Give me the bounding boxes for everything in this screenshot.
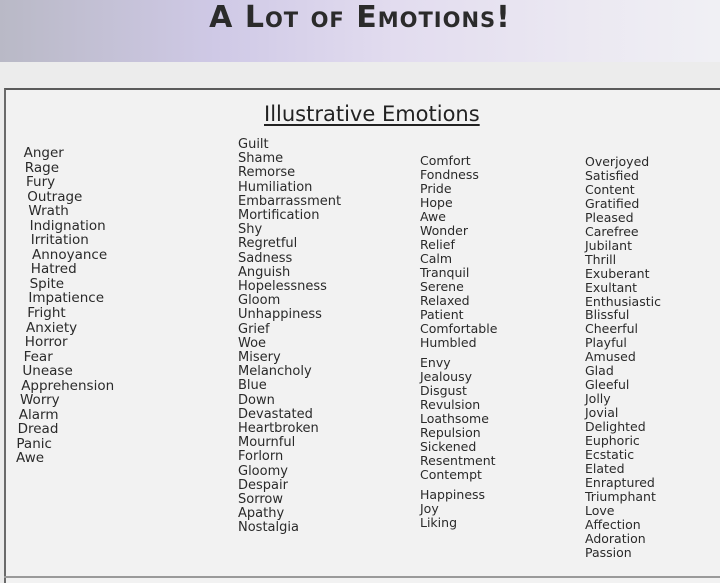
emotion-item: Unease (22, 363, 73, 380)
emotion-item: Exultant (585, 279, 638, 295)
emotion-item: Elated (585, 460, 625, 476)
emotion-item: Exuberant (585, 265, 650, 281)
emotion-item: Jovial (585, 405, 619, 421)
emotion-item: Affection (585, 516, 641, 532)
emotion-item: Fear (23, 348, 53, 365)
emotion-item: Awe (420, 209, 446, 224)
emotion-item: Outrage (27, 188, 83, 205)
emotion-item: Humbled (420, 335, 477, 350)
emotion-item: Loathsome (420, 411, 489, 426)
emotion-item: Gloomy (238, 463, 288, 479)
emotion-item: Wrath (28, 203, 69, 220)
emotion-item: Spite (29, 275, 65, 292)
emotion-item: Anxiety (26, 319, 78, 336)
emotion-item: Remorse (238, 165, 296, 181)
emotion-item: Delighted (585, 419, 646, 435)
emotion-item: Enraptured (585, 474, 655, 490)
emotion-item: Anger (23, 145, 64, 161)
emotion-item: Panic (16, 435, 52, 452)
emotion-item: Wonder (420, 223, 468, 238)
emotion-column-1 (16, 146, 114, 466)
emotion-item: Pleased (585, 209, 634, 225)
emotion-column-2 (238, 138, 341, 536)
emotion-item: Gratified (585, 195, 640, 211)
emotion-item: Mournful (238, 435, 296, 451)
emotion-item: Content (585, 181, 635, 197)
emotion-item: Indignation (29, 217, 106, 234)
emotion-item: Triumphant (585, 488, 656, 504)
emotion-item: Jolly (585, 391, 611, 407)
emotion-item: Gloom (238, 293, 281, 309)
emotion-item: Joy (420, 501, 439, 516)
emotion-item: Satisfied (585, 167, 639, 183)
emotion-item: Fury (26, 174, 56, 191)
emotion-item: Hope (420, 195, 453, 210)
emotion-item: Patient (420, 307, 464, 322)
emotion-item: Apathy (238, 506, 285, 522)
emotion-item: Sorrow (238, 492, 283, 508)
emotion-item: Relief (420, 237, 455, 252)
emotion-item: Horror (24, 334, 68, 351)
emotion-item: Liking (420, 515, 458, 530)
emotion-item: Despair (238, 477, 288, 493)
emotion-item: Amused (585, 349, 636, 365)
emotion-item: Love (585, 502, 615, 518)
emotion-item: Jealousy (420, 369, 472, 384)
slide-title: A Lot of Emotions! (209, 0, 511, 35)
emotion-item: Annoyance (32, 246, 108, 263)
emotion-item: Dread (17, 421, 59, 438)
emotion-item: Calm (420, 251, 453, 266)
emotion-item: Guilt (238, 137, 269, 152)
emotion-item: Embarrassment (238, 193, 342, 209)
emotion-item: Passion (585, 544, 632, 560)
emotion-item: Hatred (30, 261, 77, 278)
emotion-item: Shame (238, 151, 284, 167)
emotion-item: Mortification (238, 208, 320, 224)
emotion-item: Envy (420, 355, 451, 370)
emotion-item: Impatience (28, 290, 104, 307)
emotion-item: Irritation (30, 232, 89, 249)
emotion-item: Enthusiastic (585, 293, 661, 309)
emotion-item: Sickened (420, 439, 477, 454)
emotion-item: Adoration (585, 530, 646, 546)
emotion-item: Unhappiness (238, 307, 322, 323)
emotion-item: Serene (420, 279, 464, 294)
emotion-item: Hopelessness (238, 279, 327, 295)
emotion-item: Alarm (18, 406, 59, 423)
emotion-item: Comfort (420, 153, 471, 168)
emotion-item: Carefree (585, 223, 639, 239)
emotion-item: Grief (238, 321, 270, 337)
emotion-item: Heartbroken (238, 421, 319, 437)
emotion-item: Playful (585, 335, 627, 351)
emotion-item: Pride (420, 181, 452, 196)
emotion-item: Happiness (420, 487, 486, 502)
emotion-item: Resentment (420, 453, 496, 468)
emotion-item: Misery (238, 350, 281, 366)
emotion-item: Repulsion (420, 425, 481, 440)
emotion-item: Overjoyed (585, 154, 650, 169)
emotion-item: Euphoric (585, 433, 640, 449)
emotion-item: Gleeful (585, 377, 630, 393)
emotion-item: Contempt (420, 467, 482, 482)
emotion-item: Shy (238, 222, 263, 238)
emotion-item: Thrill (585, 251, 617, 267)
emotion-item: Anguish (238, 264, 291, 280)
emotion-item: Revulsion (420, 397, 481, 412)
emotion-item: Blissful (585, 307, 630, 323)
emotion-column-4 (585, 155, 661, 560)
emotion-item: Rage (24, 159, 60, 176)
bottom-divider (4, 576, 720, 578)
emotion-item: Worry (20, 392, 60, 409)
emotion-item: Humiliation (238, 179, 313, 195)
emotion-item: Devastated (238, 406, 313, 422)
emotion-item: Awe (16, 450, 45, 467)
emotion-item: Jubilant (585, 237, 632, 253)
emotion-item: Forlorn (238, 449, 284, 465)
emotion-item: Comfortable (420, 321, 498, 336)
emotion-item: Blue (238, 378, 267, 394)
emotion-item: Sadness (238, 250, 293, 266)
emotion-item: Regretful (238, 236, 298, 252)
emotion-item: Apprehension (21, 377, 115, 394)
emotion-item: Glad (585, 363, 614, 379)
emotion-item: Melancholy (238, 364, 312, 380)
emotion-item: Fright (27, 305, 66, 322)
emotion-item: Down (238, 392, 275, 408)
emotion-item: Fondness (420, 167, 479, 182)
emotion-item: Ecstatic (585, 447, 635, 463)
emotion-item: Disgust (420, 383, 467, 398)
emotion-item: Tranquil (420, 265, 470, 280)
emotion-item: Cheerful (585, 321, 638, 337)
emotion-item: Woe (238, 335, 267, 351)
emotion-item: Relaxed (420, 293, 470, 308)
emotion-item: Nostalgia (238, 520, 299, 536)
section-heading: Illustrative Emotions (264, 102, 480, 126)
emotion-column-3 (420, 154, 497, 530)
